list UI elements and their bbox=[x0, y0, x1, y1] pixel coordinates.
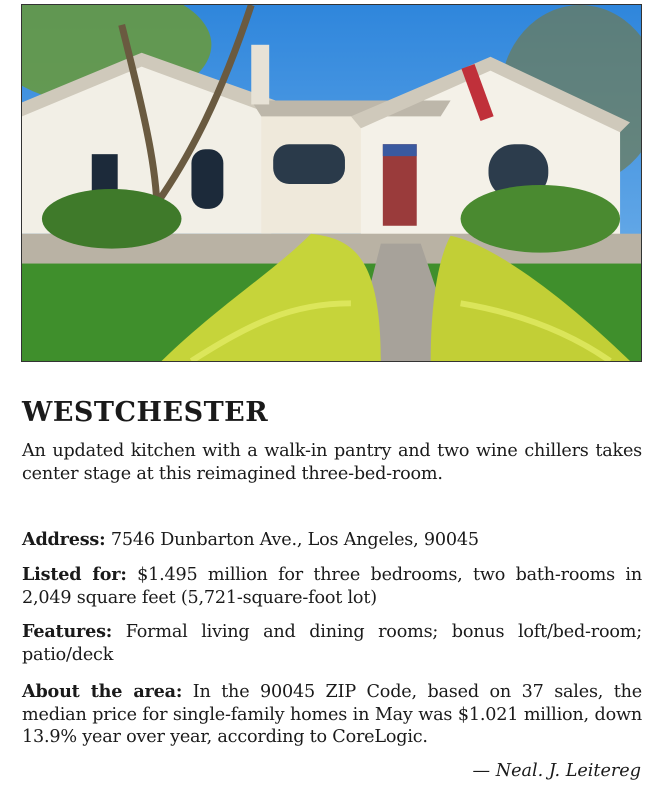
listed-label: Listed for: bbox=[22, 564, 127, 585]
about-label: About the area: bbox=[22, 681, 183, 702]
byline: — Neal. J. Leitereg bbox=[472, 761, 641, 781]
features-label: Features: bbox=[22, 621, 113, 642]
door-transom bbox=[383, 144, 417, 156]
house-illustration bbox=[22, 5, 641, 361]
window-left-1 bbox=[92, 154, 118, 194]
features-paragraph bbox=[22, 621, 642, 666]
house-photo bbox=[21, 4, 642, 362]
lead-paragraph: An updated kitchen with a walk-in pantry and two wine chillers takes center stage at this reimagined three-bed-room. bbox=[22, 441, 642, 484]
address-value: 7546 Dunbarton Ave., Los Angeles, 90045 bbox=[110, 530, 479, 550]
address-label: Address: bbox=[22, 529, 106, 550]
headline: WESTCHESTER bbox=[22, 397, 269, 428]
about-value: In the 90045 ZIP Code, based on 37 sales, the median price for single-family homes in May was $1.021 million, down 13.9% year over year, according to CoreLogic. bbox=[22, 682, 642, 747]
chimney bbox=[251, 45, 269, 105]
listed-value: $1.495 million for three bedrooms, two bath-rooms in 2,049 square feet (5,721-square-foot lot) bbox=[22, 565, 642, 608]
listed-paragraph bbox=[22, 564, 642, 609]
front-door bbox=[383, 144, 417, 226]
window-center bbox=[273, 144, 345, 184]
shrub-right bbox=[461, 185, 620, 253]
roof-center bbox=[251, 100, 450, 116]
features-value: Formal living and dining rooms; bonus loft/bed-room; patio/deck bbox=[22, 622, 642, 665]
address-paragraph bbox=[22, 529, 642, 552]
shrub-left bbox=[42, 189, 182, 249]
window-left-2 bbox=[191, 149, 223, 209]
about-paragraph bbox=[22, 681, 642, 749]
